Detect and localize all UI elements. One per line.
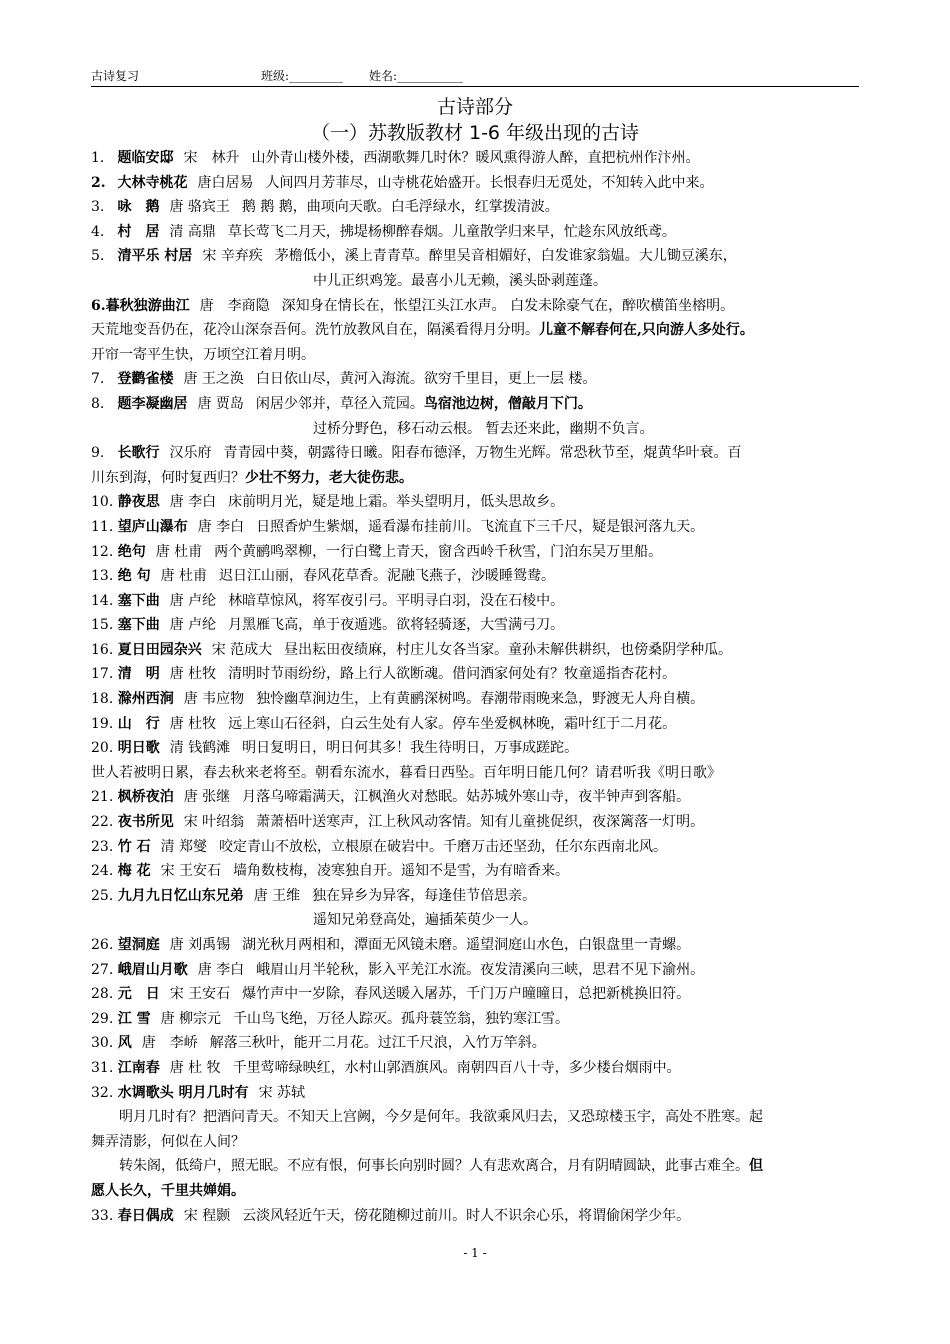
poem-author: 唐 韦应物 — [183, 691, 245, 708]
poem-text: 草长莺飞二月天，拂堤杨柳醉春烟。儿童散学归来早，忙趁东风放纸鸢。 — [227, 223, 676, 240]
poem-title: 滁州西涧 — [117, 691, 174, 708]
poem-title: 塞下曲 — [117, 617, 160, 634]
poem-highlight: 但 — [749, 1158, 763, 1175]
poem-text: 人间四月芳菲尽，山寺桃花始盛开。长恨春归无觅处，不知转入此中来。 — [265, 174, 714, 191]
poem-author: 唐 张继 — [183, 789, 231, 806]
poem-text: 两个黄鹂鸣翠柳，一行白鹭上青天，窗含西岭千秋雪，门泊东吴万里船。 — [214, 543, 663, 560]
poem-line — [91, 884, 866, 909]
poem-author: 宋 苏轼 — [258, 1084, 306, 1101]
poem-number: 6. — [91, 297, 106, 314]
poem-text: 月落乌啼霜满天，江枫渔火对愁眠。姑苏城外寒山寺，夜半钟声到客船。 — [242, 789, 691, 806]
poem-line — [91, 146, 866, 171]
poem-text: 月黑雁飞高，单于夜遁逃。欲将轻骑逐，大雪满弓刀。 — [228, 617, 565, 634]
poem-continuation — [91, 318, 866, 343]
poem-number: 29. — [91, 1010, 114, 1027]
poem-author: 宋 辛弃疾 — [202, 248, 263, 265]
poem-text: 明日复明日，明日何其多！我生待明日，万事成蹉跎。 — [242, 740, 579, 757]
poem-title: 夏日田园杂兴 — [117, 641, 202, 658]
poem-line — [91, 835, 866, 860]
poem-number: 2. — [91, 174, 106, 191]
poem-continuation — [91, 1105, 866, 1130]
poem-author: 唐 骆宾王 — [169, 199, 230, 216]
poem-author: 唐 杜甫 — [160, 568, 208, 585]
page-number: - 1 - — [463, 1246, 487, 1260]
poem-list — [91, 146, 866, 1228]
poem-author: 宋 王安石 — [160, 863, 222, 880]
poem-author: 宋 叶绍翁 — [183, 814, 245, 831]
poem-author: 清 钱鹤滩 — [169, 740, 231, 757]
poem-line — [91, 171, 866, 196]
poem-text: 山外青山楼外楼，西湖歌舞几时休？暖风熏得游人醉，直把杭州作汴州。 — [251, 150, 700, 166]
poem-title: 塞下曲 — [117, 592, 160, 609]
poem-title: 明日歌 — [117, 740, 160, 757]
poem-title: 静夜思 — [117, 494, 160, 511]
poem-number: 24. — [91, 863, 114, 880]
poem-line — [91, 810, 866, 835]
poem-continuation — [91, 466, 866, 491]
poem-text: 千里莺啼绿映红，水村山郭酒旗风。南朝四百八十寺，多少楼台烟雨中。 — [232, 1059, 681, 1076]
poem-title: 江 雪 — [117, 1010, 151, 1027]
header-name-label: 姓名:___________ — [369, 69, 464, 83]
poem-text: 日照香炉生紫烟，遥看瀑布挂前川。飞流直下三千尺，疑是银河落九天。 — [256, 518, 705, 535]
poem-number: 31. — [91, 1059, 114, 1076]
poem-continuation — [91, 343, 866, 368]
poem-line — [91, 195, 866, 220]
poem-line — [91, 367, 866, 392]
poem-continuation — [91, 417, 866, 442]
poem-author: 宋 程颢 — [183, 1207, 231, 1224]
poem-author: 宋 王安石 — [169, 986, 231, 1003]
poem-title: 大林寺桃花 — [117, 174, 188, 191]
poem-author: 宋 范成大 — [211, 641, 273, 658]
poem-text: 闲居少邻并，草径入荒园。 — [255, 395, 424, 412]
poem-title: 登鹳雀楼 — [117, 371, 174, 388]
poem-line — [91, 490, 866, 515]
poem-text: 过桥分野色，移石动云根。 暂去还来此，幽期不负言。 — [313, 420, 654, 437]
poem-highlight: 愿人长久，千里共婵娟。 — [91, 1182, 245, 1199]
poem-title: 清 明 — [117, 666, 160, 683]
poem-line — [91, 294, 866, 319]
poem-title: 竹 石 — [117, 838, 151, 855]
poem-number: 12. — [91, 543, 114, 560]
poem-text: 千山鸟飞绝，万径人踪灭。孤舟蓑笠翁，独钓寒江雪。 — [233, 1010, 570, 1027]
poem-title: 枫桥夜泊 — [117, 789, 174, 806]
poem-line — [91, 712, 866, 737]
poem-author: 唐 杜牧 — [169, 666, 217, 683]
poem-number: 30. — [91, 1035, 114, 1052]
poem-author: 唐 李白 — [169, 494, 217, 511]
poem-text: 天荒地变吾仍在，花冷山深奈吾何。洗竹放教风自在，隔溪看得月分明。 — [91, 322, 539, 339]
poem-line — [91, 515, 866, 540]
poem-text: 开帘一寄平生快，万顷空江着月明。 — [91, 346, 315, 363]
poem-author: 唐 卢纶 — [169, 617, 217, 634]
poem-line — [91, 564, 866, 589]
poem-text: 林暗草惊风，将军夜引弓。平明寻白羽，没在石棱中。 — [228, 592, 565, 609]
poem-title: 望洞庭 — [117, 937, 160, 953]
poem-text: 爆竹声中一岁除，春风送暖入屠苏，千门万户曈曈日，总把新桃换旧符。 — [242, 986, 691, 1003]
poem-number: 33. — [91, 1207, 114, 1224]
poem-text: 舞弄清影，何似在人间？ — [91, 1133, 245, 1150]
poem-author: 宋 林升 — [183, 150, 240, 166]
poem-continuation — [91, 1154, 866, 1179]
poem-text: 远上寒山石径斜，白云生处有人家。停车坐爱枫林晚，霜叶红于二月花。 — [228, 715, 677, 732]
poem-line — [91, 1007, 866, 1032]
poem-number: 9. — [91, 445, 105, 462]
poem-author: 清 郑燮 — [160, 838, 208, 855]
poem-number: 8. — [91, 395, 105, 412]
poem-line — [91, 540, 866, 565]
poem-number: 18. — [91, 691, 114, 708]
poem-title: 村 居 — [117, 223, 160, 240]
poem-author: 清 高鼎 — [169, 223, 216, 240]
poem-text: 解落三秋叶，能开二月花。过江千尺浪，入竹万竿斜。 — [209, 1035, 546, 1052]
poem-text: 独在异乡为异客，每逢佳节倍思亲。 — [312, 887, 537, 904]
poem-author: 唐 李白 — [197, 518, 245, 535]
poem-line — [91, 220, 866, 245]
poem-number: 19. — [91, 715, 114, 732]
poem-title: 清平乐 村居 — [117, 248, 193, 265]
poem-line — [91, 736, 866, 761]
poem-continuation — [91, 908, 866, 933]
poem-text: 咬定青山不放松，立根原在破岩中。千磨万击还坚劲，任尔东西南北风。 — [219, 838, 668, 855]
poem-text: 白日依山尽，黄河入海流。欲穷千里目，更上一层 楼。 — [255, 371, 597, 388]
poem-text: 清明时节雨纷纷，路上行人欲断魂。借问酒家何处有？牧童遥指杏花村。 — [228, 666, 677, 683]
poem-author: 唐白居易 — [197, 174, 254, 191]
poem-text: 峨眉山月半轮秋，影入平羌江水流。夜发清溪向三峡，思君不见下渝州。 — [256, 961, 705, 978]
poem-number: 4. — [91, 223, 105, 240]
header-doc-title: 古诗复习 — [91, 69, 140, 83]
poem-text: 转朱阁，低绮户，照无眠。不应有恨，何事长向别时圆？人有悲欢离合，月有阴晴圆缺，此事古难全。 — [119, 1158, 749, 1175]
poem-text: 湖光秋月两相和，潭面无风镜未磨。遥望洞庭山水色，白银盘里一青螺。 — [242, 937, 691, 953]
poem-title: 山 行 — [117, 715, 160, 732]
poem-number: 17. — [91, 666, 114, 683]
poem-line — [91, 933, 866, 958]
poem-title: 咏 鹅 — [117, 199, 160, 216]
poem-line — [91, 1031, 866, 1056]
poem-number: 16. — [91, 641, 114, 658]
poem-number: 27. — [91, 961, 114, 978]
poem-number: 7. — [91, 371, 105, 388]
poem-author: 唐 杜甫 — [155, 543, 203, 560]
poem-title: 绝 句 — [117, 568, 151, 585]
poem-title: 题李凝幽居 — [117, 395, 188, 412]
poem-highlight: 少壮不努力，老大徒伤悲。 — [245, 469, 413, 486]
poem-author: 唐 贾岛 — [197, 395, 244, 412]
poem-title: 绝句 — [117, 543, 146, 560]
page-header — [91, 66, 859, 86]
poem-author: 唐 杜 牧 — [169, 1059, 221, 1076]
poem-number: 13. — [91, 568, 114, 585]
poem-number: 15. — [91, 617, 114, 634]
poem-text: 青青园中葵，朝露待日曦。阳春布德泽，万物生光辉。常恐秋节至，焜黄华叶衰。百 — [223, 445, 742, 462]
poem-line — [91, 589, 866, 614]
poem-author: 唐 柳宗元 — [160, 1010, 222, 1027]
poem-line — [91, 441, 866, 466]
poem-text: 世人若被明日累，春去秋来老将至。朝看东流水，暮看日西坠。百年明日能几何？请君听我《明日歌》 — [91, 764, 721, 781]
poem-author: 唐 刘禹锡 — [169, 937, 231, 953]
poem-author: 唐 李峤 — [141, 1035, 198, 1052]
poem-title: 望庐山瀑布 — [117, 518, 188, 535]
poem-line — [91, 1081, 866, 1106]
poem-title: 九月九日忆山东兄弟 — [117, 887, 244, 904]
poem-number: 14. — [91, 592, 114, 609]
poem-title: 水调歌头 明月几时有 — [117, 1084, 249, 1101]
poem-line — [91, 613, 866, 638]
poem-author: 唐 王之涣 — [183, 371, 244, 388]
poem-number: 28. — [91, 986, 114, 1003]
poem-text: 茅檐低小，溪上青青草。醉里吴音相媚好，白发谁家翁媪。大儿锄豆溪东， — [274, 248, 737, 265]
poem-line — [91, 638, 866, 663]
poem-text: 明月几时有？把酒问青天。不知天上宫阙，今夕是何年。我欲乘风归去，又恐琼楼玉宇，高处不胜寒。起 — [119, 1109, 763, 1126]
poem-title: 暮秋独游曲江 — [105, 297, 190, 314]
poem-number: 1. — [91, 150, 105, 166]
poem-title: 梅 花 — [117, 863, 151, 880]
header-rule — [91, 86, 859, 87]
poem-text: 中儿正织鸡笼。最喜小儿无赖，溪头卧剥莲蓬。 — [313, 272, 607, 289]
poem-line — [91, 662, 866, 687]
poem-continuation — [91, 269, 866, 294]
poem-continuation — [91, 1179, 866, 1204]
page-title: 古诗部分 — [436, 96, 513, 118]
poem-text: 遥知兄弟登高处，遍插茱萸少一人。 — [313, 912, 537, 929]
poem-line — [91, 982, 866, 1007]
poem-title: 夜书所见 — [117, 814, 174, 831]
poem-title: 元 日 — [117, 986, 160, 1003]
poem-line — [91, 785, 866, 810]
poem-text: 川东到海，何时复西归？ — [91, 469, 245, 486]
poem-author: 唐 卢纶 — [169, 592, 217, 609]
poem-number: 22. — [91, 814, 114, 831]
poem-number: 25. — [91, 887, 114, 904]
poem-text: 独怜幽草涧边生，上有黄鹂深树鸣。春潮带雨晚来急，野渡无人舟自横。 — [256, 691, 705, 708]
poem-text: 迟日江山丽，春风花草香。泥融飞燕子，沙暖睡鸳鸯。 — [219, 568, 556, 585]
page-subtitle: （一）苏教版教材 1-6 年级出现的古诗 — [310, 122, 640, 144]
poem-line — [91, 958, 866, 983]
header-class-label: 班级:_________ — [261, 69, 344, 83]
poem-text: 墙角数枝梅，凌寒独自开。遥知不是雪，为有暗香来。 — [233, 863, 570, 880]
poem-author: 唐 李商隐 — [199, 297, 270, 314]
poem-title: 峨眉山月歌 — [117, 961, 188, 978]
poem-line — [91, 1204, 866, 1229]
poem-number: 26. — [91, 937, 114, 953]
poem-author: 唐 李白 — [197, 961, 245, 978]
poem-text: 昼出耘田夜绩麻，村庄儿女各当家。童孙未解供耕织，也傍桑阴学种瓜。 — [284, 641, 733, 658]
poem-text: 床前明月光，疑是地上霜。举头望明月，低头思故乡。 — [228, 494, 565, 511]
poem-title: 长歌行 — [117, 445, 160, 462]
poem-title: 题临安邸 — [117, 150, 174, 166]
poem-line — [91, 687, 866, 712]
poem-text: 深知身在情长在，怅望江头江水声。 白发未除豪气在，醉吹横笛坐榕明。 — [281, 297, 735, 314]
poem-number: 11. — [91, 518, 114, 535]
poem-author: 唐 杜牧 — [169, 715, 217, 732]
poem-continuation — [91, 1130, 866, 1155]
poem-number: 32. — [91, 1084, 114, 1101]
poem-text: 萧萧梧叶送寒声，江上秋风动客情。知有儿童挑促织，夜深篱落一灯明。 — [256, 814, 705, 831]
poem-highlight: 儿童不解春何在,只向游人多处行。 — [539, 322, 754, 339]
poem-title: 江南春 — [117, 1059, 160, 1076]
poem-line — [91, 244, 866, 269]
poem-text: 云淡风轻近午天，傍花随柳过前川。时人不识余心乐，将谓偷闲学少年。 — [242, 1207, 691, 1224]
poem-continuation — [91, 761, 866, 786]
poem-author: 唐 王维 — [253, 887, 301, 904]
poem-highlight: 鸟宿池边树，僧敲月下门。 — [423, 395, 592, 412]
poem-number: 5. — [91, 248, 105, 265]
poem-number: 10. — [91, 494, 114, 511]
poem-line — [91, 859, 866, 884]
poem-number: 20. — [91, 740, 114, 757]
poem-number: 23. — [91, 838, 114, 855]
poem-title: 春日偶成 — [117, 1207, 174, 1224]
poem-number: 21. — [91, 789, 114, 806]
poem-text: 鹅 鹅 鹅，曲项向天歌。白毛浮绿水，红掌拨清波。 — [241, 199, 559, 216]
poem-number: 3. — [91, 199, 105, 216]
poem-title: 风 — [117, 1035, 132, 1052]
poem-line — [91, 1056, 866, 1081]
poem-author: 汉乐府 — [169, 445, 212, 462]
poem-line — [91, 392, 866, 417]
